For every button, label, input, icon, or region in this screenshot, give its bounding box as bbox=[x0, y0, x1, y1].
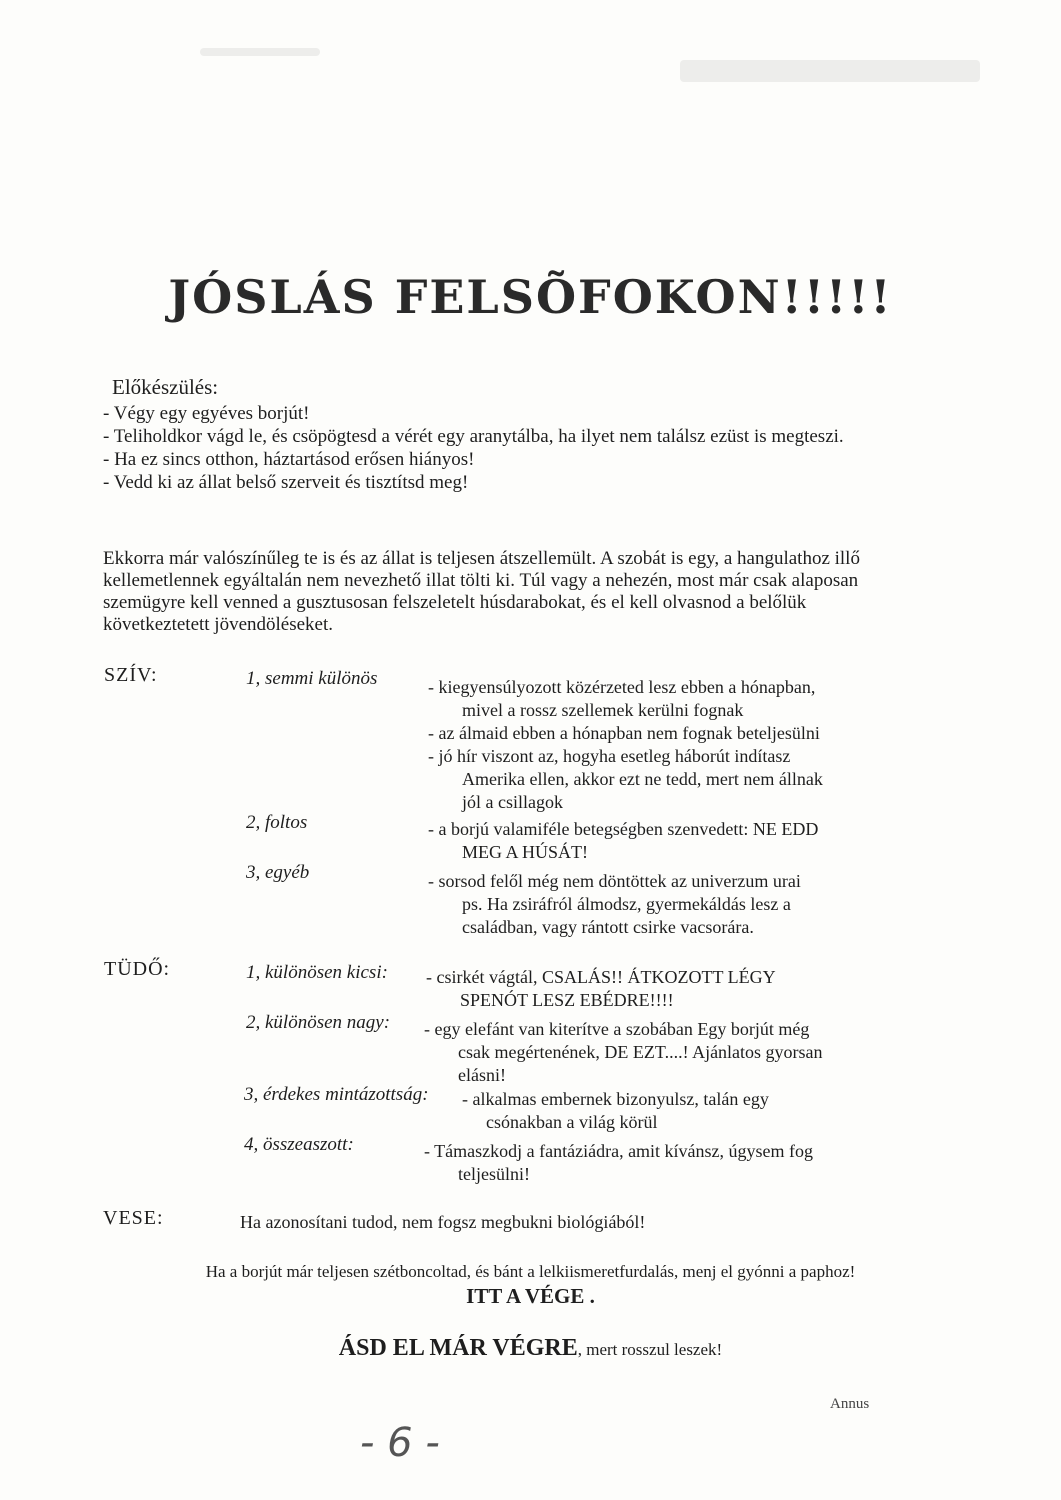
item-line: családban, vagy rántott csirke vacsorára. bbox=[462, 917, 754, 937]
item-line: csónakban a világ körül bbox=[486, 1112, 658, 1132]
sziv-item-label: 3, egyéb bbox=[246, 862, 310, 883]
tudo-item-label: 4, összeaszott: bbox=[244, 1134, 354, 1155]
tudo-item-text bbox=[424, 1140, 894, 1186]
item-line: - az álmaid ebben a hónapban nem fognak beteljesülni bbox=[428, 723, 820, 743]
tudo-item-text bbox=[462, 1088, 882, 1134]
item-line: mivel a rossz szellemek kerülni fognak bbox=[462, 700, 744, 720]
item-line: - sorsod felől még nem döntöttek az univerzum urai bbox=[428, 871, 801, 891]
sziv-item-text bbox=[428, 818, 898, 864]
preparation-line: - Teliholdkor vágd le, és csöpögtesd a vérét egy aranytálba, ha ilyet nem találsz ezüst is megteszi. bbox=[103, 426, 844, 447]
item-line: Amerika ellen, akkor ezt ne tedd, mert nem állnak bbox=[462, 769, 823, 789]
preparation-line: - Ha ez sincs otthon, háztartásod erősen hiányos! bbox=[103, 449, 475, 470]
preparation-list bbox=[103, 402, 863, 494]
intro-paragraph: Ekkorra már valószínűleg te is és az állat is teljesen átszellemült. A szobát is egy, a hangulathoz illő kellemetlennek egyáltalán nem nevezhető illat tölti ki. Túl vagy a nehezén, most már csak alaposan szemügyre kell venned a gusztusosan felszeletelt húsdarabokat, és el kell olvasnod a belőlük következtetett jövendöléseket. bbox=[103, 548, 860, 635]
sziv-item-label: 1, semmi különös bbox=[246, 668, 378, 689]
preparation-line: - Végy egy egyéves borjút! bbox=[103, 403, 310, 424]
section-label-tudo: TÜDŐ: bbox=[104, 958, 171, 980]
tudo-item-text bbox=[424, 1018, 894, 1087]
item-line: - alkalmas embernek bizonyulsz, talán egy bbox=[462, 1089, 769, 1109]
item-line: teljesülni! bbox=[458, 1164, 530, 1184]
sziv-item-text bbox=[428, 676, 898, 814]
item-line: SPENÓT LESZ EBÉDRE!!!! bbox=[460, 990, 674, 1010]
closing-line: Ha a borjút már teljesen szétboncoltad, és bánt a lelkiismeretfurdalás, menj el gyónni a paphoz! bbox=[205, 1262, 856, 1281]
item-line: MEG A HÚSÁT! bbox=[462, 842, 589, 862]
closing-final bbox=[0, 1335, 1061, 1362]
item-line: - Támaszkodj a fantáziádra, amit kívánsz, úgysem fog bbox=[424, 1141, 814, 1161]
sziv-item-label: 2, foltos bbox=[246, 812, 308, 833]
item-line: - kiegyensúlyozott közérzeted lesz ebben a hónapban, bbox=[428, 677, 816, 697]
item-line: elásni! bbox=[458, 1065, 506, 1085]
tudo-item-label: 3, érdekes mintázottság: bbox=[244, 1084, 429, 1105]
closing-final-bold: ÁSD EL MÁR VÉGRE bbox=[338, 1335, 578, 1361]
tudo-item-text bbox=[426, 966, 896, 1012]
document-title: JÓSLÁS FELSÕFOKON!!!!! bbox=[168, 270, 893, 324]
preparation-line: - Vedd ki az állat belső szerveit és tisztítsd meg! bbox=[103, 472, 469, 493]
signature: Annus bbox=[830, 1396, 870, 1412]
vese-text: Ha azonosítani tudod, nem fogsz megbukni biológiából! bbox=[240, 1212, 646, 1232]
item-line: ps. Ha zsiráfról álmodsz, gyermekáldás lesz a bbox=[462, 894, 791, 914]
closing-final-rest: , mert rosszul leszek! bbox=[577, 1340, 723, 1359]
item-line: - csirkét vágtál, CSALÁS!! ÁTKOZOTT LÉGY bbox=[426, 967, 776, 987]
sziv-item-text bbox=[428, 870, 898, 939]
tudo-item-label: 2, különösen nagy: bbox=[246, 1012, 391, 1033]
section-label-vese: VESE: bbox=[103, 1207, 164, 1229]
item-line: jól a csillagok bbox=[462, 792, 563, 812]
scan-smudge-left bbox=[200, 48, 320, 56]
preparation-heading: Előkészülés: bbox=[112, 375, 219, 399]
closing-itt-a-vege: ITT A VÉGE . bbox=[466, 1284, 595, 1308]
item-line: - a borjú valamiféle betegségben szenvedett: NE EDD bbox=[428, 819, 819, 839]
item-line: csak megértenének, DE EZT....! Ajánlatos gyorsan bbox=[458, 1042, 823, 1062]
section-label-sziv: SZÍV: bbox=[104, 664, 158, 686]
page-number: - 6 - bbox=[360, 1420, 440, 1466]
item-line: - egy elefánt van kiterítve a szobában Egy borjút még bbox=[424, 1019, 810, 1039]
item-line: - jó hír viszont az, hogyha esetleg háborút indítasz bbox=[428, 746, 791, 766]
tudo-item-label: 1, különösen kicsi: bbox=[246, 962, 388, 983]
scan-smudge-right bbox=[680, 60, 980, 82]
